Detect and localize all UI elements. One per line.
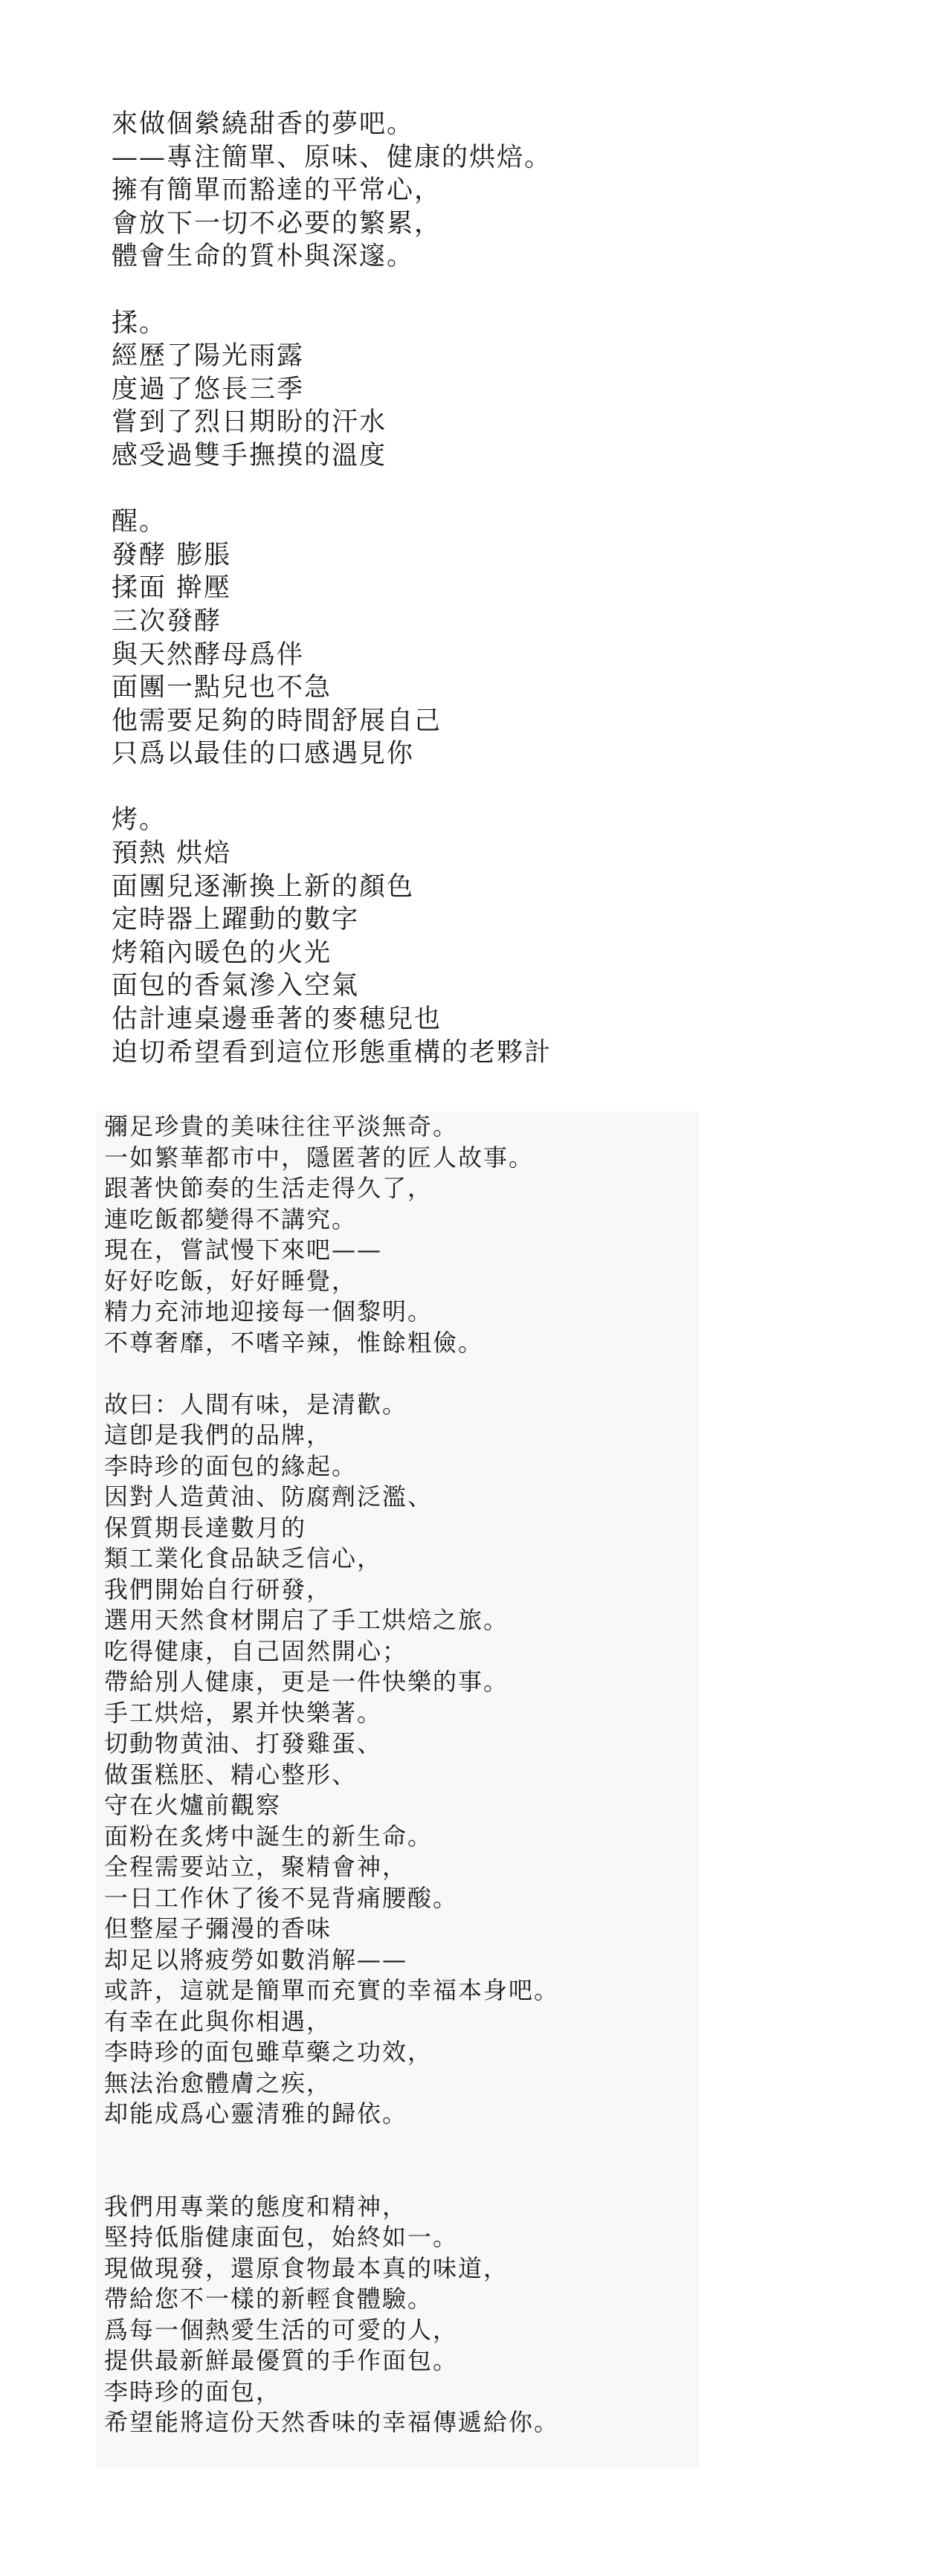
prose-line: 彌足珍貴的美味往往平淡無奇。 [104,1112,459,1140]
poem-intro [112,108,552,274]
prose-line: 守在火爐前觀察 [104,1791,282,1819]
prose-line: 吃得健康，自己固然開心； [104,1636,408,1665]
poem-line: 預熱 烘焙 [112,839,232,869]
prose-line: 堅持低脂健康面包，始終如一。 [104,2223,459,2251]
paragraph-gap [104,2130,691,2192]
prose-line: 爲每一個熱愛生活的可愛的人， [104,2315,459,2344]
stanza-heading: 揉。 [112,308,167,338]
poem-line: 迫切希望看到這位形態重構的老夥計 [112,1037,552,1068]
stanza-gap [112,771,552,804]
stanza-gap [112,274,552,307]
poem-line: 面團兒逐漸換上新的顏色 [112,871,415,902]
prose-line: 我們開始自行研發， [104,1575,332,1604]
prose-line: 但整屋子彌漫的香味 [104,1914,332,1943]
prose-line: 或許，這就是簡單而充實的幸福本身吧。 [104,1976,560,2004]
prose-line: 面粉在炙烤中誕生的新生命。 [104,1821,433,1850]
prose-line: 故曰：人間有味，是清歡。 [104,1389,408,1418]
prose-line: 却能成爲心靈清雅的歸依。 [104,2099,408,2128]
prose-line: 希望能將這份天然香味的幸福傳遞給你。 [104,2408,560,2436]
poem-line: 經歷了陽光雨露 [112,341,305,372]
prose-line: 全程需要站立，聚精會神， [104,1853,408,1881]
poem-line: 估計連桌邊垂著的麥穗兒也 [112,1004,442,1035]
prose-paragraph-3 [104,2192,691,2438]
poem-line: 度過了悠長三季 [112,374,305,404]
poem-stanza-bake [112,804,552,1069]
poem-line: 面團一點兒也不急 [112,673,332,703]
stanza-gap [112,473,552,506]
prose-line: 提供最新鮮最優質的手作面包。 [104,2346,459,2375]
prose-line: 我們用專業的態度和精神， [104,2192,408,2221]
poem-line: 感受過雙手撫摸的溫度 [112,440,387,471]
stanza-heading: 烤。 [112,805,167,836]
prose-line: 無法治愈體膚之疾， [104,2068,332,2097]
poem-line: 面包的香氣滲入空氣 [112,971,360,1001]
stanza-heading: 醒。 [112,507,167,538]
poem-line: 三次發酵 [112,606,222,636]
prose-line: 不尊奢靡，不嗜辛辣，惟餘粗儉。 [104,1328,484,1357]
prose-line: 李時珍的面包的緣起。 [104,1451,358,1480]
poem-line: 會放下一切不必要的繁累， [112,208,442,239]
prose-line: 精力充沛地迎接每一個黎明。 [104,1297,433,1326]
prose-line: 因對人造黄油、防腐劑泛濫、 [104,1482,433,1511]
prose-line: 有幸在此與你相遇， [104,2007,332,2036]
paragraph-gap [104,1358,691,1389]
poem-line: 來做個縈繞甜香的夢吧。 [112,109,415,139]
poem-line: 只爲以最佳的口感遇見你 [112,739,415,769]
poem-line: 定時器上躍動的數字 [112,905,360,935]
poem-line: 與天然酵母爲伴 [112,639,305,670]
poem-line: 擁有簡單而豁達的平常心， [112,175,442,206]
prose-line: 切動物黄油、打發雞蛋、 [104,1729,383,1757]
prose-line: 這卽是我們的品牌， [104,1421,332,1449]
poem-line: 體會生命的質朴與深邃。 [112,242,415,272]
prose-line: 好好吃飯，好好睡覺， [104,1266,358,1295]
prose-line: 李時珍的面包雖草藥之功效， [104,2038,433,2066]
poem-section [112,108,552,1069]
poem-line: ——專注簡單、原味、健康的烘焙。 [112,142,552,172]
prose-line: 類工業化食品缺乏信心， [104,1544,383,1572]
prose-line: 李時珍的面包， [104,2377,282,2406]
prose-line: 一如繁華都市中，隱匿著的匠人故事。 [104,1143,535,1172]
prose-line: 保質期長達數月的 [104,1513,307,1542]
poem-line: 他需要足夠的時間舒展自己 [112,706,442,736]
poem-line: 發酵 膨脹 [112,540,232,570]
prose-line: 一日工作休了後不晃背痛腰酸。 [104,1883,459,1912]
prose-section [97,1111,699,2468]
prose-line: 帶給您不一樣的新輕食體驗。 [104,2285,433,2313]
poem-line: 烤箱內暖色的火光 [112,937,332,968]
poem-line: 嘗到了烈日期盼的汗水 [112,407,387,438]
prose-line: 帶給別人健康，更是一件快樂的事。 [104,1668,509,1696]
prose-line: 手工烘焙，累并快樂著。 [104,1698,383,1727]
poem-line: 揉面 擀壓 [112,573,232,604]
prose-line: 做蛋糕胚、精心整形、 [104,1760,358,1789]
prose-line: 現在，嘗試慢下來吧—— [104,1236,383,1264]
prose-line: 選用天然食材開启了手工烘焙之旅。 [104,1606,509,1634]
poem-stanza-knead [112,307,552,473]
prose-paragraph-1 [104,1111,691,1358]
prose-line: 跟著快節奏的生活走得久了， [104,1174,433,1202]
prose-line: 現做現發，還原食物最本真的味道， [104,2253,509,2282]
poem-stanza-wake [112,506,552,771]
prose-line: 連吃飯都變得不講究。 [104,1204,358,1233]
prose-paragraph-2 [104,1389,691,2130]
prose-line: 却足以將疲勞如數消解—— [104,1945,408,1974]
